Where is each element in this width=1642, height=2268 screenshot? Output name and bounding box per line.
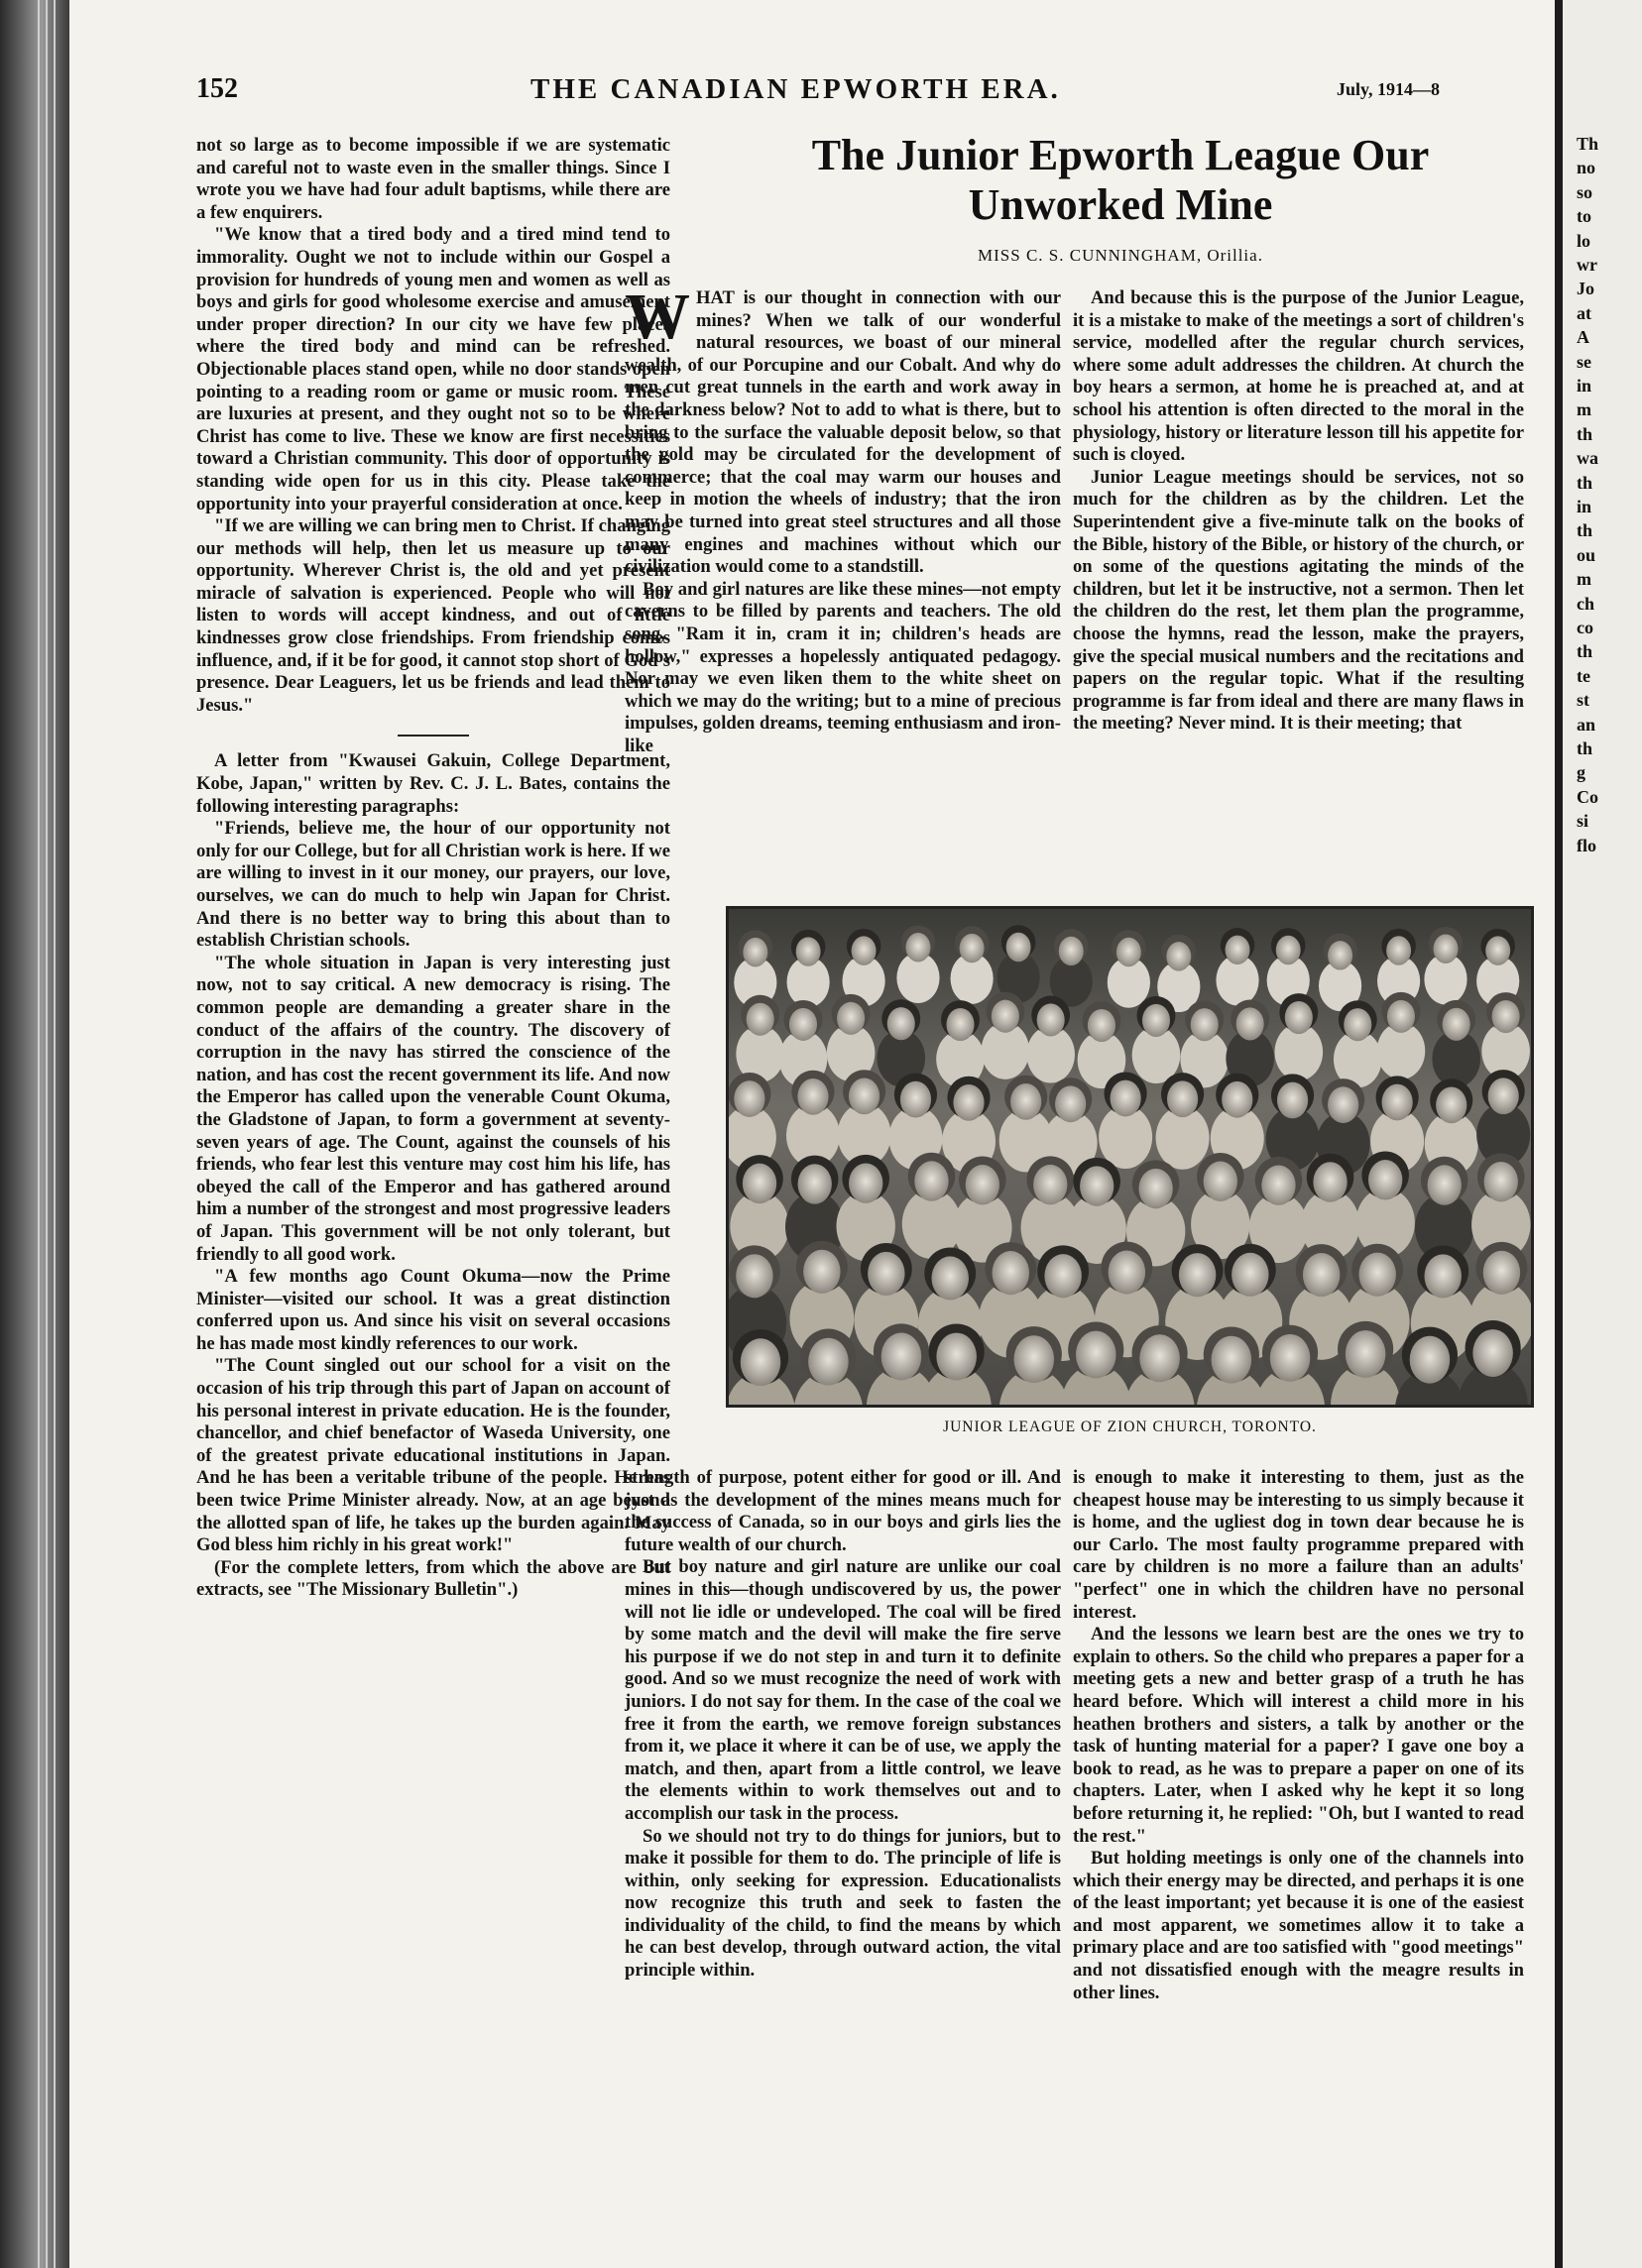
figure-face: [1328, 1086, 1358, 1123]
figure-face: [1236, 1007, 1264, 1040]
facing-page-fragment: A: [1577, 327, 1589, 348]
book-binding: [0, 0, 69, 2268]
issue-date: July, 1914—8: [1337, 79, 1441, 99]
paragraph: strength of purpose, potent either for good or ill. And just as the development of the mines means much for the success of Canada, so in our boys and girls lies the future wealth of our church.: [625, 1467, 1061, 1555]
facing-page-fragment: g: [1577, 762, 1585, 783]
paragraph: WHAT is our thought in connection with our mines? When we talk of our wonderful natural resources, we boast of our mineral wealth, of our Porcupine and our Cobalt. And why do men cut great tunnels in the earth and work away in the darkness below? Not to add to what is there, but to bring to the surface the valuable deposit below, so that the gold may be circulated for the development of commerce; that the coal may warm our houses and keep in motion the wheels of industry; that the iron may be turned into great steel structures and all those many engines and machines without which our civilization would come to a standstill.: [625, 281, 1061, 578]
figure-face: [803, 1250, 840, 1294]
figure-face: [852, 936, 877, 964]
figure-face: [797, 1078, 828, 1115]
figure-face: [1276, 936, 1301, 964]
figure-face: [1139, 1334, 1180, 1382]
figure-face: [736, 1254, 772, 1298]
figure-face: [966, 1165, 999, 1204]
figure-face: [868, 1252, 904, 1296]
figure-face: [1368, 1160, 1402, 1199]
facing-page-fragment: st: [1577, 690, 1589, 711]
figure-face: [1303, 1253, 1340, 1297]
figure-face: [1044, 1254, 1081, 1298]
facing-page-fragment: at: [1577, 302, 1591, 323]
facing-page-fragment: in: [1577, 376, 1592, 396]
page-number: 152: [196, 73, 238, 104]
figure-face: [1076, 1331, 1116, 1379]
figure-face: [953, 1084, 984, 1121]
facing-page-fragment: th: [1577, 423, 1593, 444]
figure-face: [905, 933, 930, 962]
facing-page-fragment: th: [1577, 738, 1593, 758]
figure-face: [900, 1081, 931, 1118]
paragraph: "Friends, believe me, the hour of our opportunity not only for our College, but for all Christian work is here. If we are willing to invest in it our money, our prayers, our love, ourselves, we can do much to help win Japan for Christ. And there is no better way to bring this about than to establish Christian schools.: [196, 818, 670, 952]
figure-face: [1434, 935, 1459, 964]
article-col2-top: [1073, 287, 1524, 736]
facing-page-fragment: lo: [1577, 230, 1591, 251]
figure-face: [1059, 937, 1084, 965]
figure-face: [992, 1000, 1019, 1033]
figure-face: [1488, 1077, 1519, 1114]
figure-face: [1212, 1336, 1252, 1384]
group-photograph: [726, 906, 1534, 1408]
paragraph: But boy nature and girl nature are unlike our coal mines in this—though undiscovered by us, the power will not lie idle or undeveloped. The coal will be fired by some match and the devil will make the fire serve his purpose if we do not step in and turn it to definite good. And so we must recognize the need of work with juniors. I do not say for them. In the case of the coal we free it from the earth, we remove foreign substances from it, we place it where it can be of use, we apply the match, and then, apart from a little control, we leave the elements within to work themselves out and to accomplish our task in the process.: [625, 1556, 1061, 1824]
facing-page-fragment: wa: [1577, 448, 1598, 469]
figure-face: [1387, 1000, 1415, 1033]
figure-face: [1424, 1254, 1461, 1298]
figure-face: [741, 1338, 781, 1386]
figure-face: [1483, 1251, 1520, 1295]
figure-face: [789, 1008, 817, 1041]
facing-page-fragment: te: [1577, 665, 1590, 686]
facing-page-fragment: th: [1577, 641, 1593, 662]
paragraph: A letter from "Kwausei Gakuin, College Department, Kobe, Japan," written by Rev. C. J. L. Bates, contains the following interesting paragraphs:: [196, 750, 670, 817]
left-column: [196, 135, 670, 1602]
section-divider: [398, 735, 469, 737]
paragraph: (For the complete letters, from which the above are but extracts, see "The Missionary Bulletin".): [196, 1556, 670, 1601]
paragraph: "The whole situation in Japan is very interesting just now, not to say critical. A new democracy is rising. The common people are demanding a greater share in the conduct of the affairs of the country. The discovery of corruption in the navy has stirred the conscience of the nation, and has cost the recent government its life. And now the Emperor has called upon the venerable Count Okuma, the Gladstone of Japan, to form a government at seventy-seven years of age. The Count, against the counsels of his friends, who fear lest this venture may cost him his life, has obeyed the call of the Emperor and has gathered around him a number of the strongest and most progressive leaders of Japan. This government will be not only tolerant, but friendly to all good work.: [196, 952, 670, 1265]
figure-face: [798, 1164, 832, 1203]
paragraph: But holding meetings is only one of the channels into which their energy may be directed, and perhaps it is one of the least important; yet because it is one of the easiest and most apparent, we sometimes allow it to take a primary place and are too satisfied with "good meetings" and not dissatisfied enough with the meagre results in other lines.: [1073, 1848, 1524, 2003]
facing-page-fragment: th: [1577, 472, 1593, 493]
figure-face: [1166, 942, 1191, 970]
facing-page-fragment: m: [1577, 399, 1591, 420]
figure-face: [1277, 1082, 1308, 1119]
figure-face: [936, 1333, 977, 1381]
paragraph: And because this is the purpose of the Junior League, it is a mistake to make of the meetings a sort of children's service, modelled after the regular church services, where some adult addresses the children. At church the boy hears a sermon, at home he is preached at, and at school his attention is often directed to the moral in the physiology, history or literature lesson till his appetite for such is cloyed.: [1073, 287, 1524, 466]
figure-face: [1191, 1008, 1219, 1041]
figure-face: [1436, 1086, 1466, 1123]
figure-face: [1346, 1330, 1386, 1378]
article-author: MISS C. S. CUNNINGHAM, Orillia.: [978, 246, 1263, 265]
figure-face: [887, 1007, 915, 1040]
figure-face: [1382, 1084, 1413, 1121]
figure-face: [946, 1008, 974, 1041]
figure-face: [837, 1002, 865, 1035]
figure-face: [1179, 1253, 1216, 1297]
figure-face: [849, 1163, 882, 1202]
figure-face: [1428, 1165, 1462, 1204]
figure-face: [1226, 936, 1250, 964]
figure-face: [1484, 1162, 1518, 1201]
magazine-page: [69, 0, 1555, 2268]
figure-face: [1492, 1000, 1520, 1033]
paragraph: "We know that a tired body and a tired mind tend to immorality. Ought we not to include within our Gospel a provision for hundreds of young men and women as well as boys and girls for good wholesome exercise and amusement under proper direction? In our city we have few places where the tired body and mind can be refreshed. Objectionable places stand open, while no door stands open pointing to a reading room or game or music room. These are luxuries at present, and they ought not so to be where Christ has come to live. These we know are first necessities toward a Christian community. This door of opportunity is standing wide open for us in this city. Please take the opportunity into your prayerful consideration at once.: [196, 224, 670, 514]
paragraph: So we should not try to do things for juniors, but to make it possible for them to do. The principle of life is within, only seeking for expression. Educationalists now recognize this truth and seek to fasten the individuality of the child, to find the means by which he can best develop, through outward action, the vital principle within.: [625, 1825, 1061, 1982]
figure-face: [1013, 1335, 1054, 1383]
facing-page-edge: [1563, 0, 1642, 2268]
figure-face: [1232, 1253, 1268, 1297]
article-title-line2: Unworked Mine: [968, 180, 1273, 229]
paragraph: is enough to make it interesting to them, just as the cheapest house may be interesting to us simply because it is home, and the ugliest dog in town dear because he is our Carlo. The most faulty programme prepared with care by children is no more a failure than an adults' "perfect" one in which the children have no personal interest.: [1073, 1467, 1524, 1623]
figure-face: [914, 1161, 948, 1200]
article-col1-bottom: [625, 1467, 1061, 1983]
facing-page-fragment: ou: [1577, 544, 1596, 565]
figure-face: [1358, 1253, 1395, 1297]
facing-page-fragment: si: [1577, 811, 1589, 832]
photo-caption: JUNIOR LEAGUE OF ZION CHURCH, TORONTO.: [943, 1418, 1317, 1435]
figure-face: [1386, 936, 1411, 964]
figure-face: [1443, 1008, 1470, 1041]
figure-face: [1010, 1083, 1041, 1120]
facing-page-fragment: wr: [1577, 255, 1597, 275]
figure-face: [1328, 941, 1352, 969]
article-col2-bottom: [1073, 1467, 1524, 2004]
paragraph: "If we are willing we can bring men to Christ. If changing our methods will help, then let us measure up to our opportunity. Wherever Christ is, the old and yet present miracle of salvation is experienced. People who will not listen to words will accept kindness, and out of little kindnesses grow close friendships. From friendship comes influence, and, if it be for good, it cannot stop short of God's presence. Dear Leaguers, let us be friends and lead them to Jesus.": [196, 515, 670, 716]
figure-face: [1006, 933, 1031, 962]
figure-face: [734, 1080, 764, 1117]
figure-face: [1285, 1001, 1313, 1034]
article-title-line1: The Junior Epworth League Our: [811, 131, 1430, 179]
facing-page-fragment: in: [1577, 497, 1592, 516]
facing-page-fragment: Co: [1577, 786, 1598, 807]
facing-page-fragment: co: [1577, 618, 1593, 637]
facing-page-fragment: ch: [1577, 593, 1594, 614]
figure-face: [743, 938, 767, 966]
figure-face: [1313, 1162, 1347, 1201]
figure-face: [1142, 1004, 1170, 1037]
facing-page-fragment: m: [1577, 569, 1591, 590]
masthead: THE CANADIAN EPWORTH ERA.: [530, 73, 1061, 105]
paragraph: Junior League meetings should be services, not so much for the children as by the children. Let the Superintendent give a five-minute talk on the books of the Bible, history of the Bible, or history of the church, or on some of the questions agitating the minds of the children, but let it be instructive, not a sermon. Then let the children do the rest, let them plan the programme, choose the hymns, read the lesson, make the prayers, give the special musical numbers and the recitations and papers on the regular topic. What if the resulting programme is far from ideal and there are many flaws in the meeting? Never mind. It is their meeting; that: [1073, 466, 1524, 735]
figure-face: [1485, 936, 1510, 964]
figure-face: [881, 1333, 922, 1381]
paragraph: Boy and girl natures are like these mines—not empty caverns to be filled by parents and teachers. The old song, "Ram it in, cram it in; children's heads are hollow," expresses a hopelessly antiquated pedagogy. Nor may we even liken them to the white sheet on which we may do the writing; but to a mine of precious impulses, golden dreams, teeming enthusiasm and iron-like: [625, 578, 1061, 756]
figure-face: [1055, 1085, 1086, 1122]
facing-page-fragment: an: [1577, 714, 1596, 735]
figure-face: [993, 1251, 1029, 1295]
figure-face: [1270, 1334, 1311, 1382]
figure-face: [1037, 1003, 1065, 1036]
figure-face: [960, 934, 985, 963]
page-header: [69, 73, 1555, 113]
figure-face: [1261, 1165, 1295, 1204]
figure-face: [1472, 1329, 1513, 1377]
paragraph: "A few months ago Count Okuma—now the Prime Minister—visited our school. It was a great distinction conferred upon us. And since his visit on several occasions he has made most kindly references to our work.: [196, 1266, 670, 1354]
paragraph: And the lessons we learn best are the ones we try to explain to others. So the child who prepares a paper for a meeting gets a new and better grasp of a truth he has heard before. Which will interest a child more in his heathen brothers and sisters, a talk by another or the task of hunting material for a paper? I gave one boy a book to read, as he was to prepare a paper on one of its chapters. Later, when I asked why he kept it so long before returning it, he replied: "Oh, but I wanted to read the rest.": [1073, 1624, 1524, 1847]
figure-face: [1410, 1336, 1451, 1384]
facing-page-fragment: Jo: [1577, 279, 1594, 299]
figure-face: [932, 1256, 969, 1300]
drop-cap: W: [625, 281, 690, 353]
facing-page-fragment: no: [1577, 158, 1596, 178]
article-title: [625, 131, 1555, 230]
figure-face: [1204, 1162, 1237, 1201]
figure-face: [1111, 1080, 1141, 1117]
figure-face: [796, 937, 821, 965]
facing-page-fragment: to: [1577, 206, 1591, 227]
figure-face: [808, 1338, 849, 1386]
figure-face: [1167, 1080, 1198, 1117]
figure-face: [1033, 1165, 1067, 1204]
paragraph: not so large as to become impossible if we are systematic and careful not to waste even in the smaller things. Since I wrote you we have had four adult baptisms, while there are a few enquirers.: [196, 135, 670, 223]
facing-page-fragment: th: [1577, 520, 1593, 541]
facing-page-fragment: Th: [1577, 134, 1599, 154]
photo-image: [729, 909, 1531, 1405]
facing-page-fragment: flo: [1577, 835, 1596, 855]
facing-page-fragment: se: [1577, 351, 1591, 372]
figure-face: [743, 1164, 776, 1203]
figure-face: [1088, 1009, 1115, 1042]
figure-face: [747, 1003, 774, 1036]
facing-page-fragment: so: [1577, 181, 1593, 202]
figure-face: [1222, 1081, 1252, 1118]
figure-face: [1344, 1008, 1371, 1041]
figure-face: [1116, 938, 1141, 966]
paragraph: "The Count singled out our school for a visit on the occasion of his trip through this part of Japan on account of his personal interest in private education. He is the founder, chancellor, and chief benefactor of Waseda University, one of the greatest private educational institutions in Japan. And he has been a veritable tribune of the people. He has been twice Prime Minister already. Now, at an age beyond the allotted span of life, he takes up the burden again. May God bless him richly in his great work!": [196, 1355, 670, 1556]
figure-face: [1109, 1250, 1145, 1294]
figure-face: [1139, 1169, 1173, 1208]
figure-face: [849, 1077, 880, 1114]
article-col1-top: [625, 281, 1061, 757]
figure-face: [1080, 1166, 1114, 1205]
